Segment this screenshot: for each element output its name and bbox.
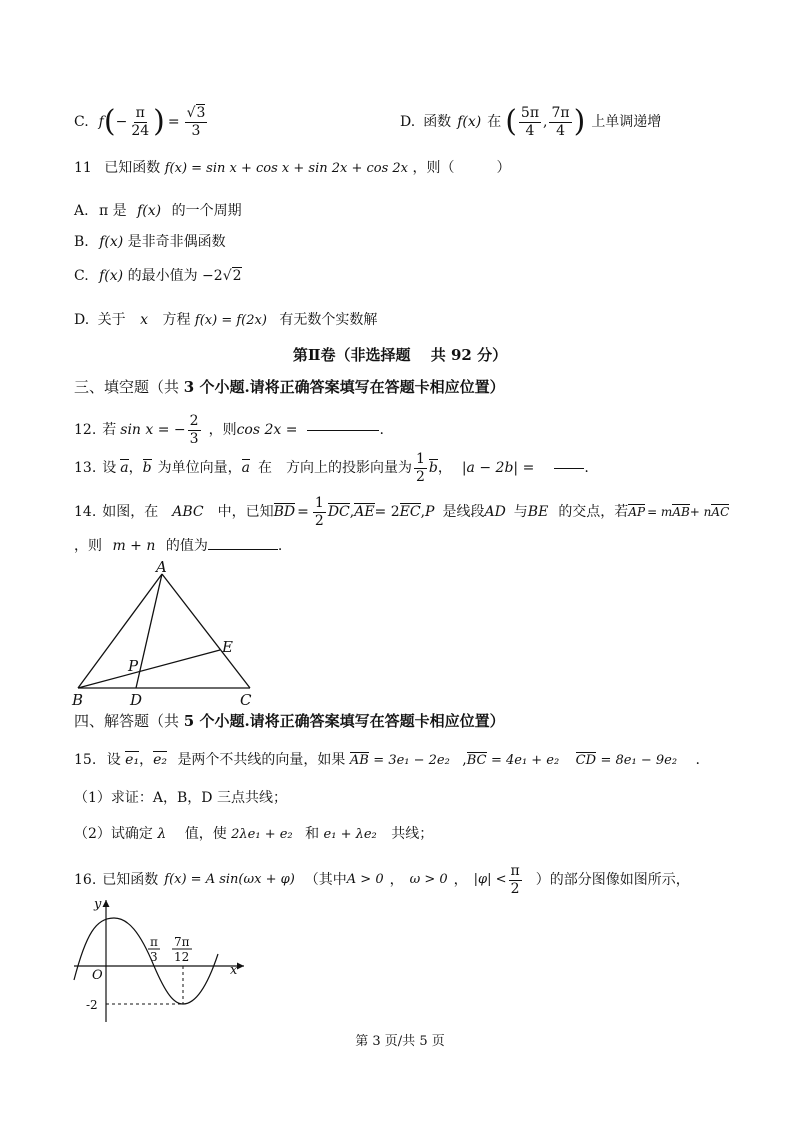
q10-d-label: D. xyxy=(400,113,416,130)
axis-y-label: y xyxy=(94,897,102,912)
q12-fraction: $\frac{2}{3}$ xyxy=(189,413,199,447)
q10-d-frac2: $\frac{7\pi}{4}$ xyxy=(551,105,570,139)
q12-answer-blank xyxy=(307,430,379,431)
q15-stem: 15. 设 e₁，e₂ 是两个不共线的向量，如果 AB = 3e₁ − 2e₂ ,BC = 4e₁ + e₂ CD = 8e₁ − 9e₂ . xyxy=(74,752,700,768)
q10-c-func: f xyxy=(98,113,104,130)
q15-part1: （1）求证：A，B，D 三点共线； xyxy=(74,790,287,806)
q14-line1: 14. 如图，在 ABC 中，已知 BD = $\frac{1}{2}$ DC , AE = 2 EC , P 是线段 AD 与 BE 的交点，若 AP = m AB + n AC xyxy=(74,495,730,529)
origin-label: O xyxy=(92,968,103,983)
q14-line2: ，则 m + n 的值为 . xyxy=(74,538,283,554)
q11-option-d: D. 关于 x 方程 f(x) = f(2x) 有无数个实数解 xyxy=(74,312,378,328)
part2-title: 第Ⅱ卷（非选择题 共 92 分） xyxy=(292,346,508,364)
label-b: B xyxy=(72,691,84,709)
q10-d-frac1: $\frac{5\pi}{4}$ xyxy=(520,105,540,139)
axis-x-label: x xyxy=(230,963,238,978)
q10-c-result: $\frac{√3}{3}$ xyxy=(186,105,206,139)
q13-answer-blank xyxy=(554,468,584,469)
section3-heading: 三、填空题（共 3 个小题.请将正确答案填写在答题卡相应位置） xyxy=(74,378,505,396)
label-p: P xyxy=(128,657,139,675)
q16-sine-graph xyxy=(62,894,252,1026)
q14-answer-blank xyxy=(208,549,278,550)
label-e: E xyxy=(222,638,233,656)
q16-stem: 16. 已知函数 f(x) = A sin(ωx + φ) （其中 A > 0 ， ω > 0 ， |φ| < $\frac{\pi}{2}$ ）的部分图像如图所示， xyxy=(74,863,690,897)
q14-triangle-figure xyxy=(70,560,270,710)
label-a: A xyxy=(156,560,167,576)
q16-fraction: $\frac{\pi}{2}$ xyxy=(510,863,520,897)
q12: 12. 若 sin x = − $\frac{2}{3}$ ，则 cos 2x = . xyxy=(74,413,384,447)
q15-part2: （2）试确定 λ 值，使 2λe₁ + e₂ 和 e₁ + λe₂ 共线； xyxy=(74,826,434,842)
label-d: D xyxy=(130,691,143,709)
q10-option-d: D. 函数 f(x) 在 ( $\frac{5\pi}{4}$ , $\frac{7\pi}{4}$ ) 上单调递增 xyxy=(400,104,662,139)
q10-option-c: C. f ( − $\frac{\pi}{24}$ ) = $\frac{√3}{3}$ xyxy=(74,104,206,139)
q10-c-label: C. xyxy=(74,113,89,130)
q10-c-fraction: $\frac{\pi}{24}$ xyxy=(131,105,150,139)
q13: 13. 设 a ， b 为单位向量， a 在 方向上的投影向量为 $\frac{1}{2}$ b ， |a − 2b| = . xyxy=(74,451,589,485)
tick-7pi-12-den: 12 xyxy=(174,950,190,964)
label-c: C xyxy=(240,691,252,709)
tick-pi-3-den: 3 xyxy=(150,950,158,964)
y-min-label: -2 xyxy=(86,998,98,1012)
q11-stem: 11 已知函数 f(x) = sin x + cos x + sin 2x + cos 2x ，则（ ） xyxy=(74,160,511,176)
q11-option-c: C. f(x) 的最小值为 −2√2 xyxy=(74,268,242,284)
q11-option-b: B. f(x) 是非奇非偶函数 xyxy=(74,234,226,250)
q11-option-a: A. π 是 f(x) 的一个周期 xyxy=(74,203,242,219)
q13-fraction: $\frac{1}{2}$ xyxy=(415,451,425,485)
page-footer: 第 3 页/共 5 页 xyxy=(355,1034,445,1049)
tick-7pi-12-num: 7π xyxy=(174,935,190,949)
tick-pi-3-num: π xyxy=(150,935,158,949)
q14-fraction: $\frac{1}{2}$ xyxy=(314,495,324,529)
section4-heading: 四、解答题（共 5 个小题.请将正确答案填写在答题卡相应位置） xyxy=(74,712,505,730)
